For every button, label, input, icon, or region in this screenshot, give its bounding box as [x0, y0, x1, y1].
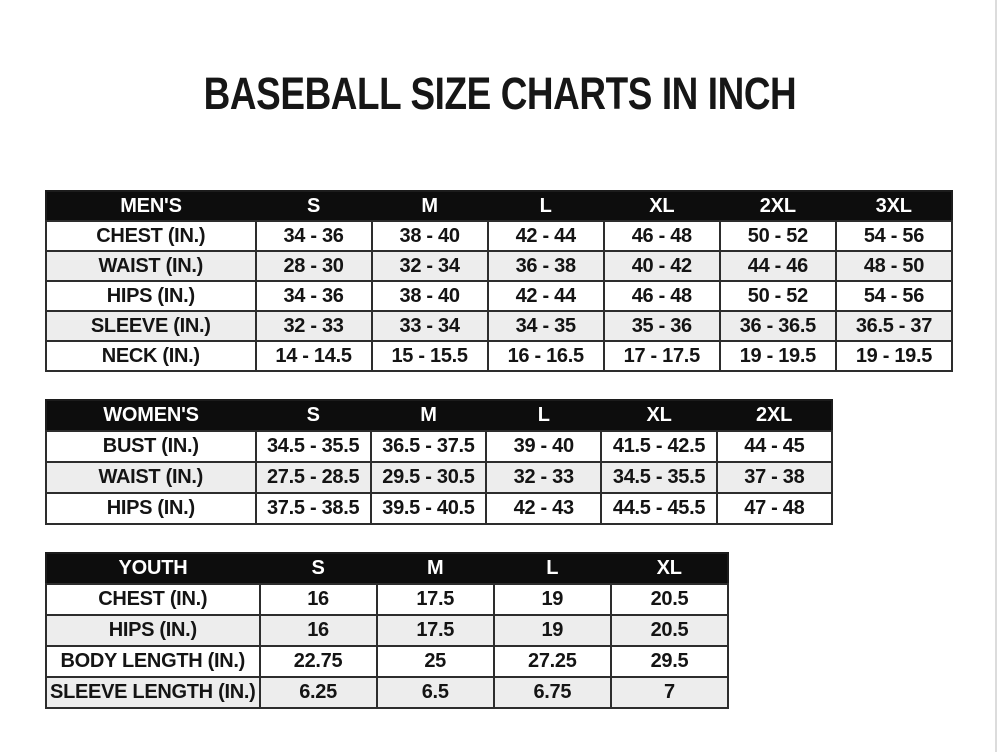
measurement-row	[46, 251, 952, 281]
measurement-label-cell: SLEEVE LENGTH (IN.)	[46, 677, 260, 708]
size-value-cell: 14 - 14.5	[256, 341, 372, 371]
size-value-cell: 16	[260, 615, 377, 646]
size-value-cell: 44 - 46	[720, 251, 836, 281]
size-header-cell: S	[260, 553, 377, 584]
size-value-cell: 50 - 52	[720, 281, 836, 311]
measurement-label-cell: HIPS (IN.)	[46, 493, 256, 524]
size-value-cell: 32 - 34	[372, 251, 488, 281]
size-header-cell: 3XL	[836, 191, 952, 221]
size-value-cell: 29.5 - 30.5	[371, 462, 486, 493]
size-value-cell: 42 - 44	[488, 221, 604, 251]
measurement-row	[46, 221, 952, 251]
size-value-cell: 15 - 15.5	[372, 341, 488, 371]
size-value-cell: 35 - 36	[604, 311, 720, 341]
size-value-cell: 6.75	[494, 677, 611, 708]
size-value-cell: 19	[494, 615, 611, 646]
measurement-row	[46, 311, 952, 341]
womens-size-table	[45, 399, 833, 525]
size-header-cell: XL	[604, 191, 720, 221]
size-value-cell: 36 - 38	[488, 251, 604, 281]
size-value-cell: 22.75	[260, 646, 377, 677]
size-value-cell: 16	[260, 584, 377, 615]
measurement-label-cell: BODY LENGTH (IN.)	[46, 646, 260, 677]
size-header-cell: S	[256, 400, 371, 431]
size-value-cell: 41.5 - 42.5	[601, 431, 716, 462]
womens-header-row	[46, 400, 832, 431]
size-value-cell: 19	[494, 584, 611, 615]
measurement-label-cell: HIPS (IN.)	[46, 615, 260, 646]
size-value-cell: 42 - 44	[488, 281, 604, 311]
size-value-cell: 25	[377, 646, 494, 677]
scan-edge-artifact	[995, 0, 997, 752]
size-value-cell: 54 - 56	[836, 281, 952, 311]
size-value-cell: 54 - 56	[836, 221, 952, 251]
size-value-cell: 17.5	[377, 584, 494, 615]
size-value-cell: 19 - 19.5	[720, 341, 836, 371]
size-value-cell: 36.5 - 37	[836, 311, 952, 341]
youth-header-row	[46, 553, 728, 584]
size-value-cell: 34 - 36	[256, 221, 372, 251]
size-value-cell: 28 - 30	[256, 251, 372, 281]
size-value-cell: 44 - 45	[717, 431, 832, 462]
size-value-cell: 38 - 40	[372, 281, 488, 311]
size-value-cell: 6.25	[260, 677, 377, 708]
size-value-cell: 16 - 16.5	[488, 341, 604, 371]
womens-table-title-cell: WOMEN'S	[46, 400, 256, 431]
size-header-cell: XL	[601, 400, 716, 431]
measurement-row	[46, 431, 832, 462]
size-value-cell: 20.5	[611, 584, 728, 615]
size-header-cell: S	[256, 191, 372, 221]
size-value-cell: 44.5 - 45.5	[601, 493, 716, 524]
size-value-cell: 39 - 40	[486, 431, 601, 462]
page-title: BASEBALL SIZE CHARTS IN INCH	[203, 68, 797, 119]
size-value-cell: 37 - 38	[717, 462, 832, 493]
mens-table-title-cell: MEN'S	[46, 191, 256, 221]
size-header-cell: M	[371, 400, 486, 431]
mens-header-row	[46, 191, 952, 221]
measurement-row	[46, 281, 952, 311]
size-value-cell: 27.25	[494, 646, 611, 677]
size-value-cell: 38 - 40	[372, 221, 488, 251]
measurement-row	[46, 646, 728, 677]
size-value-cell: 17 - 17.5	[604, 341, 720, 371]
size-value-cell: 47 - 48	[717, 493, 832, 524]
size-value-cell: 36 - 36.5	[720, 311, 836, 341]
size-value-cell: 20.5	[611, 615, 728, 646]
measurement-row	[46, 493, 832, 524]
size-value-cell: 50 - 52	[720, 221, 836, 251]
size-value-cell: 34 - 36	[256, 281, 372, 311]
measurement-label-cell: CHEST (IN.)	[46, 221, 256, 251]
size-value-cell: 27.5 - 28.5	[256, 462, 371, 493]
measurement-row	[46, 615, 728, 646]
size-header-cell: M	[372, 191, 488, 221]
measurement-row	[46, 341, 952, 371]
youth-size-table	[45, 552, 729, 709]
size-header-cell: L	[486, 400, 601, 431]
size-header-cell: M	[377, 553, 494, 584]
size-value-cell: 36.5 - 37.5	[371, 431, 486, 462]
size-value-cell: 17.5	[377, 615, 494, 646]
measurement-label-cell: BUST (IN.)	[46, 431, 256, 462]
size-value-cell: 48 - 50	[836, 251, 952, 281]
size-value-cell: 42 - 43	[486, 493, 601, 524]
size-value-cell: 6.5	[377, 677, 494, 708]
size-header-cell: XL	[611, 553, 728, 584]
size-value-cell: 19 - 19.5	[836, 341, 952, 371]
mens-size-table	[45, 190, 953, 372]
measurement-label-cell: WAIST (IN.)	[46, 462, 256, 493]
size-header-cell: L	[494, 553, 611, 584]
measurement-label-cell: SLEEVE (IN.)	[46, 311, 256, 341]
measurement-row	[46, 462, 832, 493]
youth-table-title-cell: YOUTH	[46, 553, 260, 584]
size-header-cell: L	[488, 191, 604, 221]
measurement-row	[46, 584, 728, 615]
measurement-label-cell: HIPS (IN.)	[46, 281, 256, 311]
size-value-cell: 46 - 48	[604, 221, 720, 251]
size-value-cell: 32 - 33	[486, 462, 601, 493]
size-value-cell: 32 - 33	[256, 311, 372, 341]
measurement-label-cell: NECK (IN.)	[46, 341, 256, 371]
measurement-label-cell: WAIST (IN.)	[46, 251, 256, 281]
size-value-cell: 34.5 - 35.5	[601, 462, 716, 493]
size-value-cell: 39.5 - 40.5	[371, 493, 486, 524]
size-value-cell: 37.5 - 38.5	[256, 493, 371, 524]
size-value-cell: 34 - 35	[488, 311, 604, 341]
size-value-cell: 46 - 48	[604, 281, 720, 311]
size-value-cell: 33 - 34	[372, 311, 488, 341]
size-value-cell: 34.5 - 35.5	[256, 431, 371, 462]
size-value-cell: 7	[611, 677, 728, 708]
size-value-cell: 29.5	[611, 646, 728, 677]
size-header-cell: 2XL	[720, 191, 836, 221]
measurement-label-cell: CHEST (IN.)	[46, 584, 260, 615]
measurement-row	[46, 677, 728, 708]
size-header-cell: 2XL	[717, 400, 832, 431]
size-value-cell: 40 - 42	[604, 251, 720, 281]
